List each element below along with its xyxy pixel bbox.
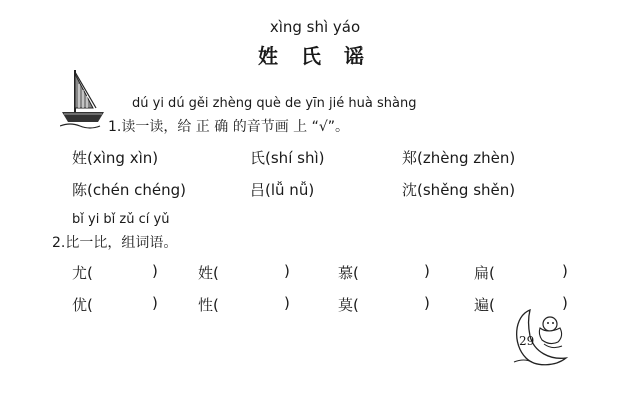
syllable-options: (zhèng zhèn) [417,149,516,167]
word-blank-you[interactable]: 尤( [72,264,93,282]
page-title: 姓 氏 谣 [258,44,372,68]
closing-paren: ) [152,262,158,280]
title-pinyin: xìng shì yáo [269,18,361,36]
syllable-options: (shí shì) [265,149,325,167]
closing-paren: ) [152,294,158,312]
character: 姓 [198,264,214,282]
closing-paren: ) [562,262,568,280]
question-2-pinyin: bǐ yi bǐ zǔ cí yǔ [72,212,170,227]
closing-paren: ) [284,294,290,312]
word-blank-mu[interactable]: 慕( [338,264,359,282]
question-1-text: 1.读一读，给 正 确 的音节画 上 “√”。 [108,119,350,135]
syllable-options: (lǚ nǚ) [265,181,315,199]
closing-paren: ) [424,262,430,280]
word-blank-mo[interactable]: 莫( [338,296,359,314]
question-1-pinyin: dú yi dú gěi zhèng què de yīn jié huà shàng [132,96,417,111]
character: 陈 [72,181,88,199]
word-blank-bian2[interactable]: 遍( [474,296,495,314]
character: 吕 [250,181,266,199]
syllable-options: (xìng xìn) [87,149,159,167]
word-blank-bian[interactable]: 扁( [474,264,495,282]
syllable-choice-xing[interactable] [72,147,158,168]
question-2-text: 2.比一比，组词语。 [52,235,178,251]
character: 氏 [250,149,266,167]
character: 尤 [72,264,88,282]
word-blank-xing[interactable]: 姓( [198,264,219,282]
closing-paren: ) [424,294,430,312]
character: 优 [72,296,88,314]
syllable-choice-shi[interactable] [250,147,324,168]
closing-paren: ) [562,294,568,312]
character: 遍 [474,296,490,314]
character: 扁 [474,264,490,282]
sailboat-icon [60,68,106,134]
syllable-choice-chen[interactable] [72,179,186,200]
character: 莫 [338,296,354,314]
syllable-choice-zheng[interactable] [402,147,515,168]
character: 慕 [338,264,354,282]
syllable-options: (chén chéng) [87,181,186,199]
character: 姓 [72,149,88,167]
character: 性 [198,296,214,314]
syllable-choice-lv[interactable] [250,179,314,200]
syllable-options: (shěng shěn) [417,181,516,199]
word-blank-xing2[interactable]: 性( [198,296,219,314]
character: 沈 [402,181,418,199]
character: 郑 [402,149,418,167]
word-blank-you2[interactable]: 优( [72,296,93,314]
page-number: 29 [519,334,535,348]
syllable-choice-shen[interactable] [402,179,515,200]
closing-paren: ) [284,262,290,280]
